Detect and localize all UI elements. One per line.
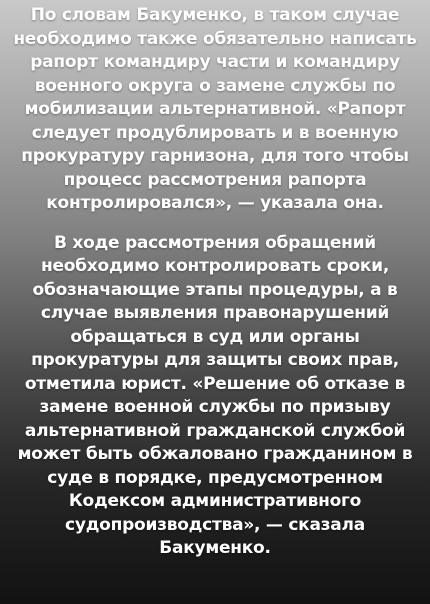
article-paragraph-1: По словам Бакуменко, в таком случае необходимо также обязательно написать рапорт командиру части и командиру военного округа о замене службы по мобилизации альтернативной. «Рапорт следует продублировать и в военную прокуратуру гарнизона, для того чтобы процесс рассмотрения рапорта контролировался», — указала она. [13, 5, 417, 213]
article-paragraph-2: В ходе рассмотрения обращений необходимо контролировать сроки, обозначающие этапы процедуры, а в случае выявления правонарушений обращаться в суд или органы прокуратуры для защиты своих прав, отметила юрист. «Решение об отказе в замене военной службы по призыву альтернативной гражданской службой может быть обжаловано гражданином в суде в порядке, предусмотренном Кодексом административного судопроизводства», — сказала Бакуменко. [17, 232, 413, 558]
